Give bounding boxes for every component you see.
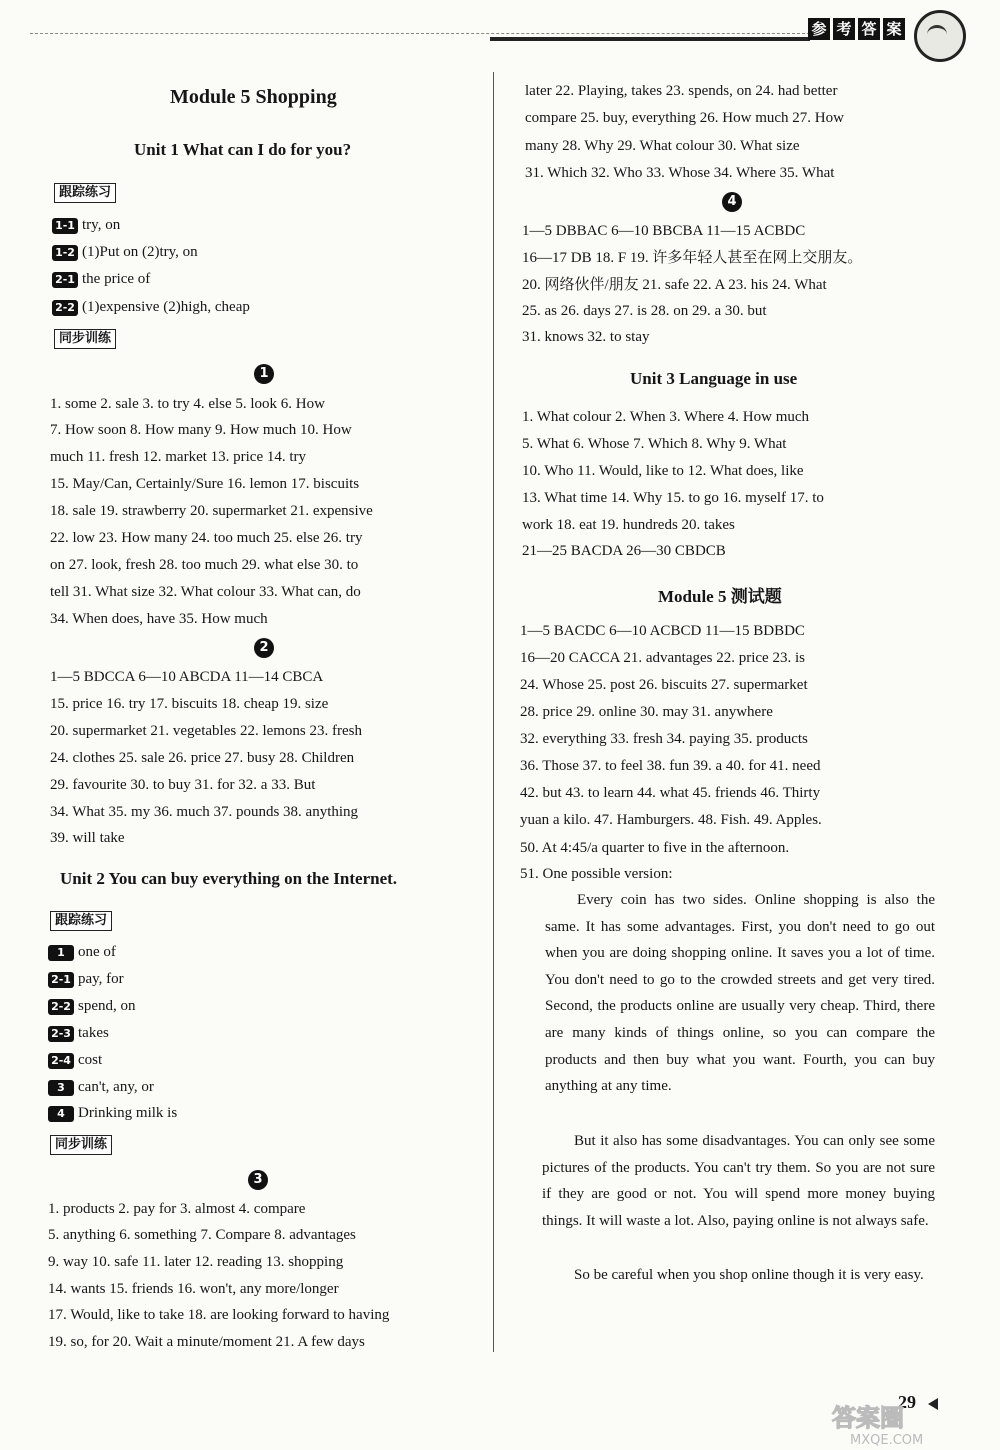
answer-line: 42. but 43. to learn 44. what 45. friends 46. Thirty <box>520 785 821 801</box>
module-title: Module 5 Shopping <box>170 86 337 108</box>
answer-line: 5. What 6. Whose 7. Which 8. Why 9. What <box>522 436 787 452</box>
answer-line: 31. Which 32. Who 33. Whose 34. Where 35. What <box>525 165 835 181</box>
answer-line: 1—5 BDCCA 6—10 ABCDA 11—14 CBCA <box>50 669 324 685</box>
answer-line: 51. One possible version: <box>520 866 673 882</box>
essay-paragraph: But it also has some disadvantages. You can only see some pictures of the products. You can't try them. So you are not sure if they are good or not. You will spend more money buying things. It will waste a lot. Also, paying online is not always safe. <box>542 1133 935 1229</box>
unit2-title: Unit 2 You can buy everything on the Internet. <box>60 869 398 888</box>
track-exercise-label: 跟踪练习 <box>54 183 116 203</box>
answer-line: 16—17 DB 18. F 19. 许多年轻人甚至在网上交朋友。 <box>522 250 863 266</box>
answer-line: much 11. fresh 12. market 13. price 14. try <box>50 449 307 465</box>
header-rule <box>30 30 810 44</box>
answer-line: 13. What time 14. Why 15. to go 16. myself 17. to <box>522 490 824 506</box>
section-number-badge: 1 <box>254 364 274 384</box>
list-item: 2-4 cost <box>48 1051 102 1069</box>
page-number: 29 <box>898 1392 916 1412</box>
answer-line: tell 31. What size 32. What colour 33. What can, do <box>50 584 361 600</box>
answer-line: 24. clothes 25. sale 26. price 27. busy 28. Children <box>50 750 355 766</box>
test-title: Module 5 测试题 <box>658 587 782 606</box>
sync-training-label: 同步训练 <box>50 1135 112 1155</box>
answer-line: 1. some 2. sale 3. to try 4. else 5. look 6. How <box>50 396 325 412</box>
answer-line: 29. favourite 30. to buy 31. for 32. a 33. But <box>50 777 316 793</box>
list-item: 1 one of <box>48 943 116 961</box>
section-number-badge: 3 <box>248 1170 268 1190</box>
list-item: 2-3 takes <box>48 1024 109 1042</box>
answer-line: 20. supermarket 21. vegetables 22. lemons 23. fresh <box>50 723 363 739</box>
answer-line: 39. will take <box>50 830 125 846</box>
list-item: 3 can't, any, or <box>48 1078 154 1096</box>
section-number-badge: 4 <box>722 192 742 212</box>
essay-paragraph: Every coin has two sides. Online shopping is also the same. It has some advantages. First, you don't need to go out when you are doing shopping online. It saves you a lot of time. You don't need to go to the crowded streets and get very tired. Second, the products online are usually very cheap. Third, there are many kinds of things online, so you can compare the products and then buy what you want. Fourth, you can buy anything at any time. <box>545 892 935 1095</box>
answer-line: 34. When does, have 35. How much <box>50 611 268 627</box>
answer-line: 31. knows 32. to stay <box>522 329 650 345</box>
answer-line: 22. low 23. How many 24. too much 25. else 26. try <box>50 530 363 546</box>
section-number-badge: 2 <box>254 638 274 658</box>
answer-line: 28. price 29. online 30. may 31. anywhere <box>520 704 773 720</box>
answer-line: 14. wants 15. friends 16. won't, any more/longer <box>48 1281 339 1297</box>
answer-line: 1—5 BACDC 6—10 ACBCD 11—15 BDBDC <box>520 623 805 639</box>
answer-line: 5. anything 6. something 7. Compare 8. advantages <box>48 1227 356 1243</box>
logo-icon <box>914 10 966 62</box>
answer-line: 36. Those 37. to feel 38. fun 39. a 40. for 41. need <box>520 758 821 774</box>
watermark-logo <box>830 1400 980 1446</box>
track-exercise-label: 跟踪练习 <box>50 911 112 931</box>
column-divider <box>493 72 494 1352</box>
answer-line: 21—25 BACDA 26—30 CBDCB <box>522 543 726 559</box>
answer-line: 17. Would, like to take 18. are looking forward to having <box>48 1307 390 1323</box>
answer-line: later 22. Playing, takes 23. spends, on 24. had better <box>525 83 838 99</box>
answer-line: 50. At 4:45/a quarter to five in the afternoon. <box>520 840 790 856</box>
unit1-title: Unit 1 What can I do for you? <box>134 140 352 159</box>
answer-line: 15. price 16. try 17. biscuits 18. cheap 19. size <box>50 696 329 712</box>
answer-line: 9. way 10. safe 11. later 12. reading 13. shopping <box>48 1254 344 1270</box>
answer-line: 34. What 35. my 36. much 37. pounds 38. anything <box>50 804 359 820</box>
list-item: 2-2 spend, on <box>48 997 136 1015</box>
answer-line: compare 25. buy, everything 26. How much 27. How <box>525 110 844 126</box>
answer-line: work 18. eat 19. hundreds 20. takes <box>522 517 735 533</box>
answer-line: 1—5 DBBAC 6—10 BBCBA 11—15 ACBDC <box>522 223 806 239</box>
list-item: 1-1 try, on <box>52 216 120 234</box>
answer-line: 7. How soon 8. How many 9. How much 10. How <box>50 422 352 438</box>
list-item: 4 Drinking milk is <box>48 1104 177 1122</box>
answer-line: 10. Who 11. Would, like to 12. What does, like <box>522 463 804 479</box>
answer-line: yuan a kilo. 47. Hamburgers. 48. Fish. 49. Apples. <box>520 812 822 828</box>
list-item: 2-2 (1)expensive (2)high, cheap <box>52 298 250 316</box>
svg-text:MXQE.COM: MXQE.COM <box>850 1433 924 1446</box>
list-item: 1-2 (1)Put on (2)try, on <box>52 243 198 261</box>
sync-training-label: 同步训练 <box>54 329 116 349</box>
answer-line: 18. sale 19. strawberry 20. supermarket 21. expensive <box>50 503 373 519</box>
header-title: 参 考 答 案 <box>808 18 905 40</box>
answer-line: 25. as 26. days 27. is 28. on 29. a 30. but <box>522 303 767 319</box>
essay-paragraph: So be careful when you shop online though it is very easy. <box>574 1267 924 1283</box>
svg-text:答案圈: 答案圈 <box>832 1404 904 1432</box>
answer-line: 24. Whose 25. post 26. biscuits 27. supermarket <box>520 677 808 693</box>
unit3-title: Unit 3 Language in use <box>630 369 798 388</box>
answer-line: 15. May/Can, Certainly/Sure 16. lemon 17. biscuits <box>50 476 360 492</box>
list-item: 2-1 pay, for <box>48 970 124 988</box>
answer-line: 20. 网络伙伴/朋友 21. safe 22. A 23. his 24. What <box>522 277 827 293</box>
answer-line: 19. so, for 20. Wait a minute/moment 21. A few days <box>48 1334 365 1350</box>
list-item: 2-1 the price of <box>52 270 150 288</box>
answer-line: many 28. Why 29. What colour 30. What size <box>525 138 800 154</box>
answer-line: on 27. look, fresh 28. too much 29. what else 30. to <box>50 557 359 573</box>
answer-line: 1. What colour 2. When 3. Where 4. How much <box>522 409 810 425</box>
answer-line: 16—20 CACCA 21. advantages 22. price 23. is <box>520 650 805 666</box>
answer-line: 1. products 2. pay for 3. almost 4. compare <box>48 1201 306 1217</box>
answer-line: 32. everything 33. fresh 34. paying 35. products <box>520 731 808 747</box>
